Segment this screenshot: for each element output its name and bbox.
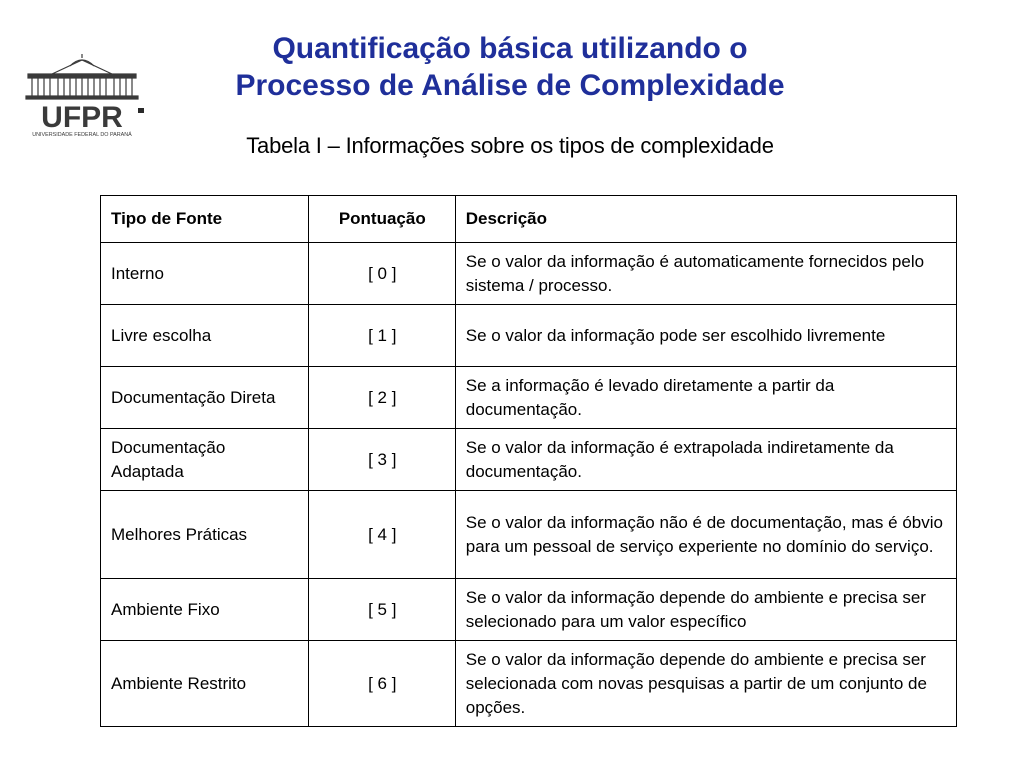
- cell-tipo: Ambiente Restrito: [101, 641, 309, 727]
- table-row: [101, 429, 957, 491]
- slide-title-line-1: Quantificação básica utilizando o: [272, 32, 748, 65]
- cell-pontuacao: [ 4 ]: [308, 491, 455, 579]
- cell-pontuacao: [ 6 ]: [308, 641, 455, 727]
- cell-pontuacao: [ 5 ]: [308, 579, 455, 641]
- table-row: [101, 491, 957, 579]
- cell-tipo: Ambiente Fixo: [101, 579, 309, 641]
- cell-pontuacao: [ 2 ]: [308, 367, 455, 429]
- ufpr-logo: [22, 52, 142, 138]
- cell-descricao: Se o valor da informação depende do ambiente e precisa ser selecionado para um valor específico: [455, 579, 956, 641]
- logo-divider: [138, 108, 144, 113]
- cell-descricao: Se o valor da informação é automaticamente fornecidos pelo sistema / processo.: [455, 243, 956, 305]
- cell-pontuacao: [ 1 ]: [308, 305, 455, 367]
- cell-pontuacao: [ 0 ]: [308, 243, 455, 305]
- table-row: [101, 579, 957, 641]
- cell-descricao: Se o valor da informação depende do ambiente e precisa ser selecionada com novas pesquisas a partir de um conjunto de opções.: [455, 641, 956, 727]
- header-descricao: Descrição: [455, 196, 956, 243]
- ufpr-logo-text: UFPR: [41, 101, 123, 134]
- cell-tipo: Livre escolha: [101, 305, 309, 367]
- table-caption: Tabela I – Informações sobre os tipos de complexidade: [246, 133, 774, 158]
- cell-descricao: Se o valor da informação pode ser escolhido livremente: [455, 305, 956, 367]
- slide-title-line-2: Processo de Análise de Complexidade: [235, 69, 785, 102]
- table-row: [101, 641, 957, 727]
- ufpr-logo-caption: UNIVERSIDADE FEDERAL DO PARANÁ: [32, 132, 132, 138]
- header-pontuacao: Pontuação: [308, 196, 455, 243]
- cell-descricao: Se o valor da informação não é de documentação, mas é óbvio para um pessoal de serviço experiente no domínio do serviço.: [455, 491, 956, 579]
- cell-pontuacao: [ 3 ]: [308, 429, 455, 491]
- university-building-icon: [26, 54, 138, 99]
- cell-tipo: Documentação Adaptada: [101, 429, 309, 491]
- cell-tipo: Melhores Práticas: [101, 491, 309, 579]
- cell-descricao: Se a informação é levado diretamente a partir da documentação.: [455, 367, 956, 429]
- slide-title: [160, 30, 860, 104]
- cell-descricao: Se o valor da informação é extrapolada indiretamente da documentação.: [455, 429, 956, 491]
- cell-tipo: Interno: [101, 243, 309, 305]
- table-row: [101, 243, 957, 305]
- table-row: [101, 305, 957, 367]
- table-row: [101, 367, 957, 429]
- table-header-row: [101, 196, 957, 243]
- cell-tipo: Documentação Direta: [101, 367, 309, 429]
- header-tipo-de-fonte: Tipo de Fonte: [101, 196, 309, 243]
- complexity-table: [100, 195, 957, 727]
